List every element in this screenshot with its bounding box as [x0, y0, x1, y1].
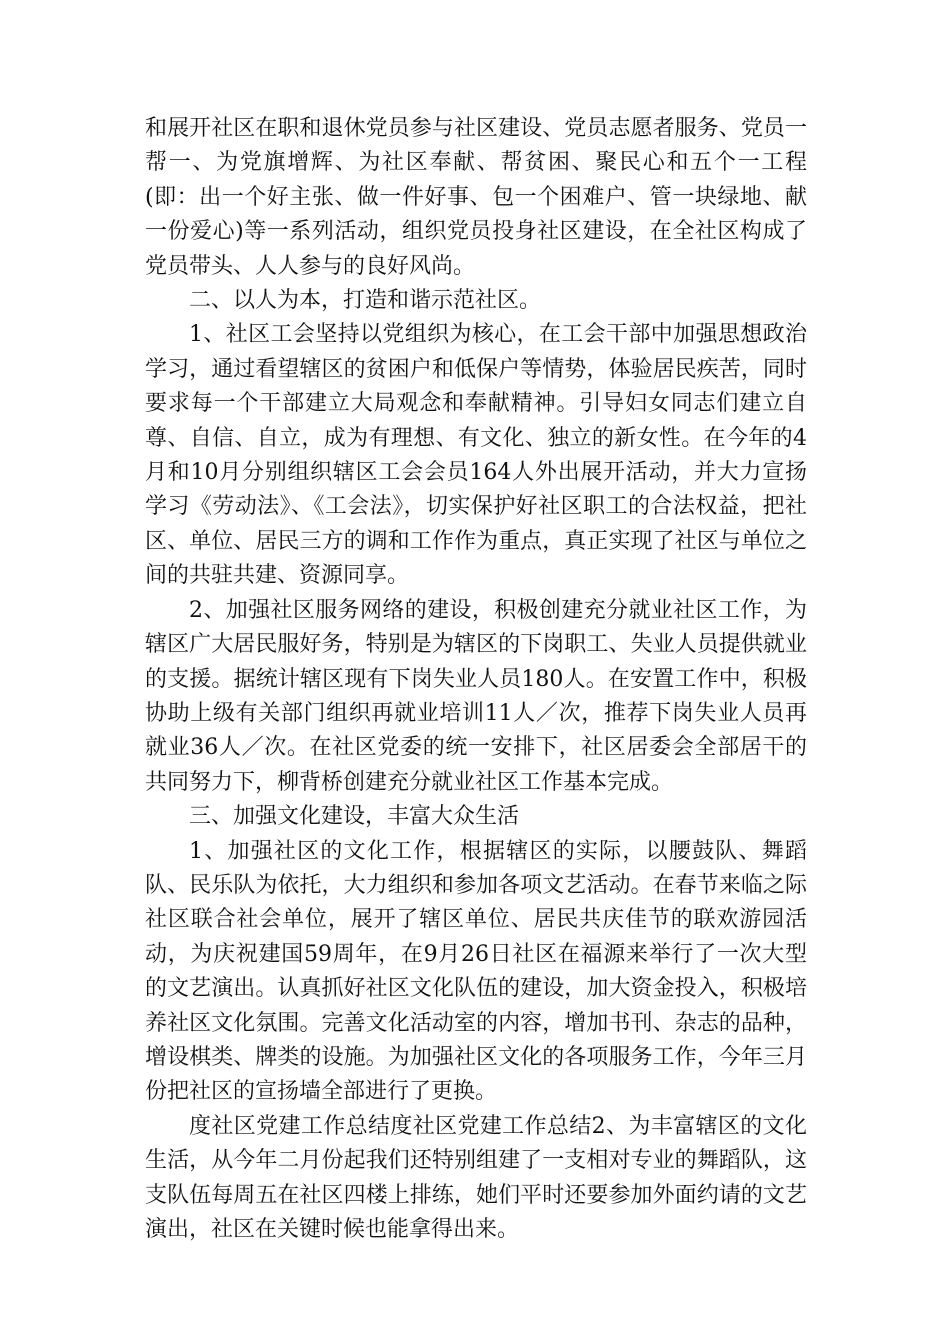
- heading-culture-construction: 三、加强文化建设，丰富大众生活: [189, 804, 520, 830]
- document-body: [145, 112, 807, 1247]
- heading-people-oriented: 二、以人为本，打造和谐示范社区。: [189, 288, 542, 314]
- paragraph-dance-team: 度社区党建工作总结度社区党建工作总结2、为丰富辖区的文化生活，从今年二月份起我们还特别组建了一支相对专业的舞蹈队，这支队伍每周五在社区四楼上排练，她们平时还要参加外面约请的文艺演出，社区在关键时候也能拿得出来。: [145, 1113, 807, 1242]
- paragraph-party-activities: 和展开社区在职和退休党员参与社区建设、党员志愿者服务、党员一帮一、为党旗增辉、为社区奉献、帮贫困、聚民心和五个一工程(即：出一个好主张、做一件好事、包一个困难户、管一块绿地、献一份爱心)等一系列活动，组织党员投身社区建设，在全社区构成了党员带头、人人参与的良好风尚。: [145, 116, 807, 279]
- paragraph-trade-union: 1、社区工会坚持以党组织为核心，在工会干部中加强思想政治学习，通过看望辖区的贫困户和低保户等情势，体验居民疾苦，同时要求每一个干部建立大局观念和奉献精神。引导妇女同志们建立自尊、自信、自立，成为有理想、有文化、独立的新女性。在今年的4月和10月分别组织辖区工会会员164人外出展开活动，并大力宣扬学习《劳动法》、《工会法》，切实保护好社区职工的合法权益，把社区、单位、居民三方的调和工作作为重点，真正实现了社区与单位之间的共驻共建、资源同享。: [145, 322, 807, 589]
- paragraph-cultural-work: 1、加强社区的文化工作，根据辖区的实际，以腰鼓队、舞蹈队、民乐队为依托，大力组织和参加各项文艺活动。在春节来临之际社区联合社会单位，展开了辖区单位、居民共庆佳节的联欢游园活动，为庆祝建国59周年，在9月26日社区在福源来举行了一次大型的文艺演出。认真抓好社区文化队伍的建设，加大资金投入，积极培养社区文化氛围。完善文化活动室的内容，增加书刊、杂志的品种，增设棋类、牌类的设施。为加强社区文化的各项服务工作，今年三月份把社区的宣扬墙全部进行了更换。: [145, 838, 807, 1105]
- paragraph-employment-services: 2、加强社区服务网络的建设，积极创建充分就业社区工作，为辖区广大居民服好务，特别是为辖区的下岗职工、失业人员提供就业的支援。据统计辖区现有下岗失业人员180人。在安置工作中，积极协助上级有关部门组织再就业培训11人／次，推荐下岗失业人员再就业36人／次。在社区党委的统一安排下，社区居委会全部居干的共同努力下，柳背桥创建充分就业社区工作基本完成。: [145, 597, 807, 795]
